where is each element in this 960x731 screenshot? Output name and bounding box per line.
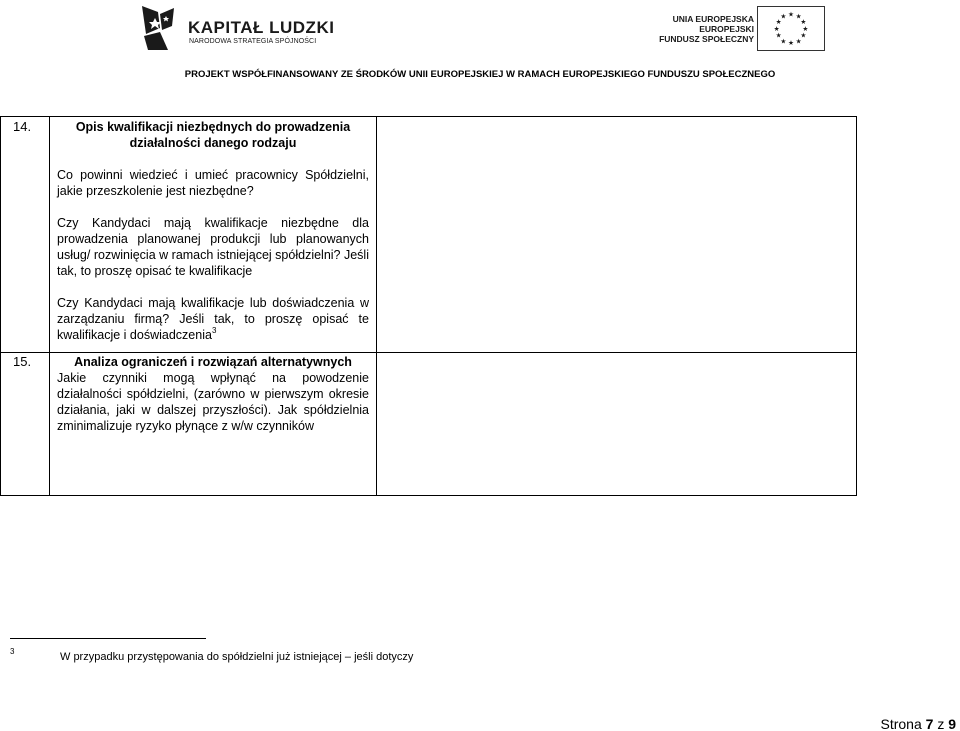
eu-logo-text — [659, 14, 754, 44]
svg-text:★: ★ — [795, 37, 802, 46]
row-paragraph — [57, 295, 369, 343]
logo-subtitle: NARODOWA STRATEGIA SPÓJNOŚCI — [189, 38, 317, 45]
svg-text:★: ★ — [802, 24, 809, 33]
eu-logo-line2: EUROPEJSKI — [699, 24, 754, 34]
svg-text:★: ★ — [780, 12, 787, 21]
page-current: 7 — [925, 716, 934, 731]
row-number: 15. — [13, 354, 32, 369]
row-number: 14. — [13, 119, 32, 134]
svg-text:★: ★ — [788, 39, 794, 48]
row-answer-cell[interactable] — [377, 117, 857, 352]
column-divider-number — [49, 117, 50, 495]
row-paragraph-text: Czy Kandydaci mają kwalifikacje lub doświadczenia w zarządzaniu firmą? Jeśli tak, to proszę opisać te kwalifikacje i doświadczenia — [57, 296, 369, 342]
row-paragraph: Jakie czynniki mogą wpłynąć na powodzenie działalności spółdzielni, (zarówno w pierwszym okresie działania, jaki w dalszej przyszłości). Jak spółdzielnia zminimalizuje ryzyko płynące z w/w czynników — [57, 371, 369, 433]
footnote-reference[interactable]: 3 — [211, 325, 217, 335]
row-answer-cell[interactable] — [377, 353, 857, 496]
page-of: z — [937, 716, 945, 731]
eu-flag-icon — [757, 6, 825, 51]
page-label: Strona — [880, 716, 922, 731]
svg-text:★: ★ — [775, 18, 782, 27]
page-number — [880, 716, 956, 731]
row-paragraph: Co powinni wiedzieć i umieć pracownicy Spółdzielni, jakie przeszkolenie jest niezbędne? — [57, 168, 369, 198]
kapital-ludzki-emblem-icon — [138, 4, 178, 54]
logo-title: KAPITAŁ LUDZKI — [188, 18, 335, 37]
svg-text:★: ★ — [775, 31, 782, 40]
eu-logo-line3: FUNDUSZ SPOŁECZNY — [659, 34, 754, 44]
svg-text:★: ★ — [795, 12, 802, 21]
svg-text:★: ★ — [780, 37, 787, 46]
kapital-ludzki-logo — [138, 4, 335, 56]
row-heading: Opis kwalifikacji niezbędnych do prowadzenia działalności danego rodzaju — [75, 120, 351, 150]
svg-text:★: ★ — [773, 24, 780, 33]
row-heading: Analiza ograniczeń i rozwiązań alternatywnych — [74, 355, 352, 369]
svg-text:★: ★ — [800, 31, 807, 40]
footnote-separator — [10, 638, 206, 639]
row-question-cell — [57, 354, 369, 434]
row-paragraph: Czy Kandydaci mają kwalifikacje niezbędne dla prowadzenia planowanej produkcji lub planowanych usług/ rozwinięcia w ramach istniejącej spółdzielni? Jeśli tak, to proszę opisać te kwalifikacje — [57, 216, 369, 278]
form-table — [0, 116, 857, 496]
row-question-cell — [57, 119, 369, 343]
eu-logo — [660, 6, 830, 52]
project-cofinancing-line: PROJEKT WSPÓŁFINANSOWANY ZE ŚRODKÓW UNII EUROPEJSKIEJ W RAMACH EUROPEJSKIEGO FUNDUSZU SPOŁECZNEGO — [184, 69, 776, 80]
page-total: 9 — [948, 716, 956, 731]
footnote-number: 3 — [10, 647, 15, 656]
svg-text:★: ★ — [800, 18, 807, 27]
eu-logo-line1: UNIA EUROPEJSKA — [672, 14, 754, 24]
footnote-text: W przypadku przystępowania do spółdzielni już istniejącej – jeśli dotyczy — [60, 651, 414, 663]
svg-text:★: ★ — [788, 10, 794, 19]
